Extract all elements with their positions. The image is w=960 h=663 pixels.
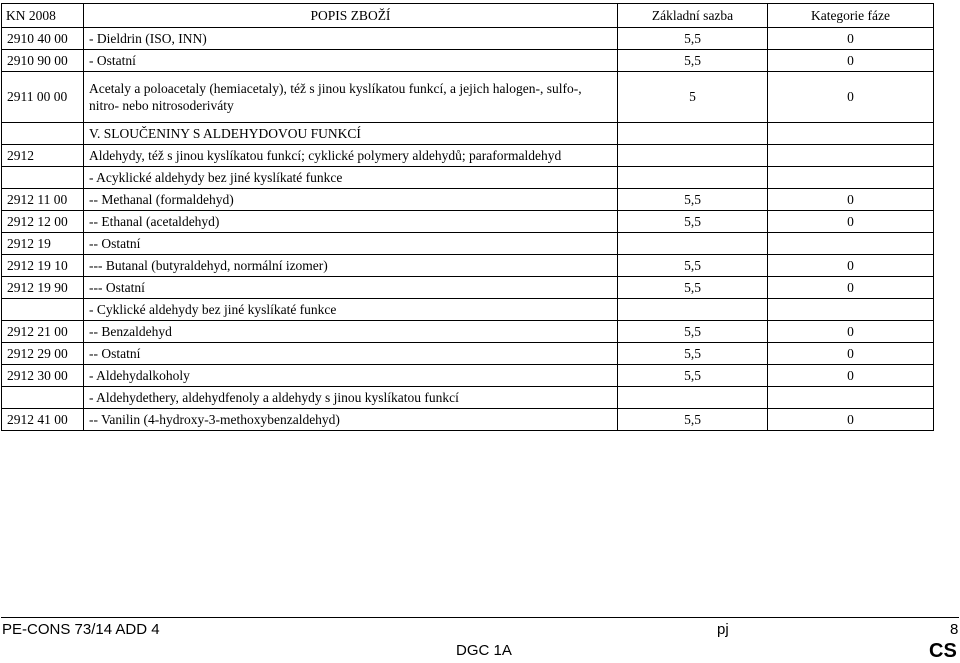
row-description: --- Ostatní xyxy=(84,277,618,299)
row-description: -- Ostatní xyxy=(84,233,618,255)
table-row xyxy=(2,211,934,233)
row-code: 2912 12 00 xyxy=(2,211,84,233)
row-rate xyxy=(618,123,768,145)
row-category: 0 xyxy=(768,343,934,365)
header-rate: Základní sazba xyxy=(618,4,768,28)
table-header-row xyxy=(2,4,934,28)
header-category: Kategorie fáze xyxy=(768,4,934,28)
row-rate: 5,5 xyxy=(618,343,768,365)
row-code: 2912 21 00 xyxy=(2,321,84,343)
row-rate: 5,5 xyxy=(618,50,768,72)
row-rate xyxy=(618,145,768,167)
table-row xyxy=(2,233,934,255)
table-row xyxy=(2,189,934,211)
table-row xyxy=(2,321,934,343)
row-description: - Cyklické aldehydy bez jiné kyslíkaté funkce xyxy=(84,299,618,321)
row-code xyxy=(2,167,84,189)
row-description: Aldehydy, též s jinou kyslíkatou funkcí; cyklické polymery aldehydů; paraformaldehyd xyxy=(84,145,618,167)
row-code xyxy=(2,299,84,321)
row-category: 0 xyxy=(768,365,934,387)
footer-page-number: 8 xyxy=(950,621,959,638)
row-rate xyxy=(618,167,768,189)
row-category xyxy=(768,167,934,189)
table-row xyxy=(2,365,934,387)
table-row xyxy=(2,277,934,299)
row-code: 2912 19 xyxy=(2,233,84,255)
row-rate: 5,5 xyxy=(618,211,768,233)
row-description: -- Vanilin (4-hydroxy-3-methoxybenzaldehyd) xyxy=(84,409,618,431)
table-row xyxy=(2,299,934,321)
row-rate xyxy=(618,387,768,409)
row-code: 2912 41 00 xyxy=(2,409,84,431)
row-category: 0 xyxy=(768,321,934,343)
row-description: -- Methanal (formaldehyd) xyxy=(84,189,618,211)
table-row xyxy=(2,28,934,50)
row-description: -- Ostatní xyxy=(84,343,618,365)
row-code: 2912 19 10 xyxy=(2,255,84,277)
footer-initials: pj xyxy=(717,621,729,638)
row-rate: 5 xyxy=(618,72,768,123)
row-code: 2910 90 00 xyxy=(2,50,84,72)
footer-language: CS xyxy=(929,640,957,662)
table-row xyxy=(2,387,934,409)
section-heading: V. SLOUČENINY S ALDEHYDOVOU FUNKCÍ xyxy=(84,123,618,145)
row-category: 0 xyxy=(768,72,934,123)
row-category: 0 xyxy=(768,28,934,50)
table-row xyxy=(2,50,934,72)
row-description: - Aldehydethery, aldehydfenoly a aldehydy s jinou kyslíkatou funkcí xyxy=(84,387,618,409)
tariff-table xyxy=(1,3,934,431)
row-description: - Dieldrin (ISO, INN) xyxy=(84,28,618,50)
row-category: 0 xyxy=(768,189,934,211)
row-category: 0 xyxy=(768,211,934,233)
row-code: 2912 xyxy=(2,145,84,167)
row-description: - Aldehydalkoholy xyxy=(84,365,618,387)
row-category xyxy=(768,387,934,409)
row-description: -- Ethanal (acetaldehyd) xyxy=(84,211,618,233)
row-code: 2912 29 00 xyxy=(2,343,84,365)
row-category: 0 xyxy=(768,50,934,72)
row-code xyxy=(2,387,84,409)
row-rate xyxy=(618,233,768,255)
row-rate: 5,5 xyxy=(618,189,768,211)
row-rate: 5,5 xyxy=(618,277,768,299)
row-category xyxy=(768,233,934,255)
row-rate: 5,5 xyxy=(618,321,768,343)
row-description: - Ostatní xyxy=(84,50,618,72)
footer-reference: PE-CONS 73/14 ADD 4 xyxy=(2,621,160,638)
table-row xyxy=(2,72,934,123)
table-row xyxy=(2,123,934,145)
row-code: 2912 11 00 xyxy=(2,189,84,211)
footer-department: DGC 1A xyxy=(456,642,512,659)
row-category: 0 xyxy=(768,255,934,277)
row-category: 0 xyxy=(768,277,934,299)
row-rate: 5,5 xyxy=(618,255,768,277)
row-description: - Acyklické aldehydy bez jiné kyslíkaté funkce xyxy=(84,167,618,189)
table-row xyxy=(2,255,934,277)
row-code: 2912 30 00 xyxy=(2,365,84,387)
row-rate: 5,5 xyxy=(618,28,768,50)
row-code: 2912 19 90 xyxy=(2,277,84,299)
row-category xyxy=(768,145,934,167)
row-category xyxy=(768,123,934,145)
row-description: --- Butanal (butyraldehyd, normální izomer) xyxy=(84,255,618,277)
table-row xyxy=(2,145,934,167)
table-row xyxy=(2,343,934,365)
row-description: Acetaly a poloacetaly (hemiacetaly), též s jinou kyslíkatou funkcí, a jejich halogen-, sulfo-, nitro- nebo nitrosoderiváty xyxy=(84,72,618,123)
row-code xyxy=(2,123,84,145)
row-rate: 5,5 xyxy=(618,409,768,431)
table-row xyxy=(2,409,934,431)
row-category: 0 xyxy=(768,409,934,431)
header-description: POPIS ZBOŽÍ xyxy=(84,4,618,28)
row-category xyxy=(768,299,934,321)
row-description: -- Benzaldehyd xyxy=(84,321,618,343)
footer-divider xyxy=(1,617,959,618)
table-row xyxy=(2,167,934,189)
header-code: KN 2008 xyxy=(2,4,84,28)
row-rate xyxy=(618,299,768,321)
row-code: 2910 40 00 xyxy=(2,28,84,50)
row-rate: 5,5 xyxy=(618,365,768,387)
row-code: 2911 00 00 xyxy=(2,72,84,123)
